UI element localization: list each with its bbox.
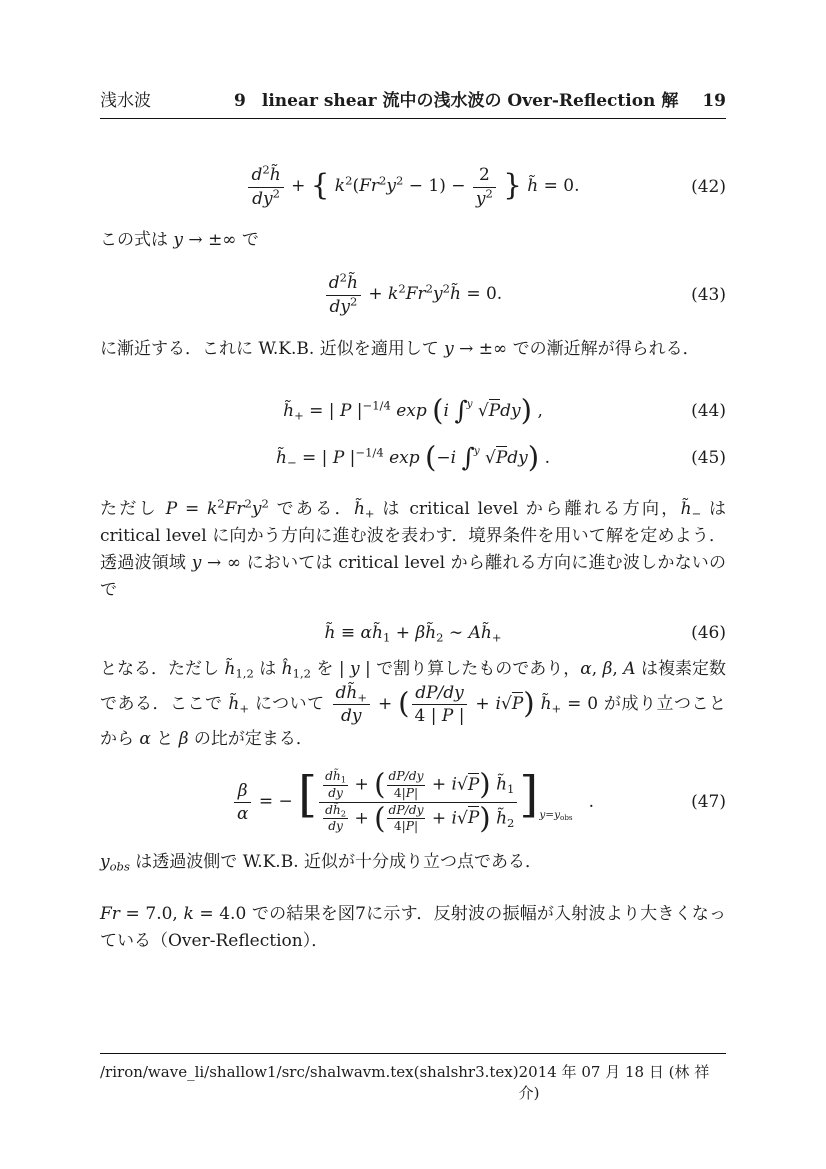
paragraph-yobs: $y_{obs}$ は透過波側で W.K.B. 近似が十分成り立つ点である．	[100, 852, 543, 874]
equation-45	[100, 437, 726, 479]
header-doc-title: 浅水波	[100, 91, 151, 111]
equation-45-number: (45)	[691, 448, 726, 468]
equation-43	[100, 267, 726, 323]
equation-46-number: (46)	[691, 623, 726, 643]
equation-47-number: (47)	[691, 792, 726, 813]
footer-file-path: /riron/wave_li/shallow1/src/shalwavm.tex(shalshr3.tex)	[100, 1063, 519, 1081]
running-header	[100, 0, 726, 119]
header-section-number: 9	[234, 91, 246, 111]
footer-date: 2014 年 07 月 18 日 (林 祥介)	[518, 1063, 710, 1102]
equation-42-number: (42)	[691, 177, 726, 197]
paragraph-alpha-beta: となる．ただし $h̃_{1,2}$ は $ĥ_{1,2}$ を | y | で割り算したものであり，α, β, A は複素定数である．ここで $h̃_+$ について $\frac{dh̃_+}{dy}$ + ( $\frac{dP/dy}{4 | P |}$ + i√P) $h̃_+ = 0$ が成り立つことから α と β の比が定まる．	[100, 659, 726, 750]
paragraph-wkb: に漸近する．これに W.K.B. 近似を適用して y → ±∞ での漸近解が得られる．	[100, 339, 700, 359]
equation-43-number: (43)	[691, 285, 726, 305]
equation-46	[100, 619, 726, 647]
equation-42-math: $\frac{d^2h̃}{dy^2}$ + { $k^2(Fr^2y^2 - 1)$ − $\frac{2}{y^2}$ } h̃ = 0.	[246, 165, 579, 208]
page-body	[100, 0, 726, 955]
equation-42	[100, 156, 726, 218]
equation-46-math: h̃ ≡ $\alpha h̃_1$ + $\beta h̃_2$ ∼ $Ah̃_+$	[324, 623, 502, 645]
paragraph-result: Fr = 7.0, k = 4.0 での結果を図7に示す．反射波の振幅が入射波より大きくなっている（Over-Reflection）．	[100, 904, 726, 952]
equation-43-math: $\frac{d^2h̃}{dy^2}$ + $k^2Fr^2y^2h̃ = 0$.	[324, 273, 502, 316]
equation-44-number: (44)	[691, 401, 726, 421]
header-page-number: 19	[702, 91, 726, 111]
equation-45-math: $h̃_-$ = | P $|^{-1/4}$ exp (−i ∫$^y$ √Pdy) .	[275, 440, 550, 475]
equation-44	[100, 390, 726, 432]
page-footer	[100, 1053, 726, 1103]
paragraph-critical-level: ただし $P = k^2Fr^2y^2$ である．$h̃_+$ は critical level から離れる方向，$h̃_-$ は critical level に向かう方向に進む波を表わす．境界条件を用いて解を定めよう．透過波領域 y → ∞ においては critical level から離れる方向に進む波しかないので	[100, 496, 727, 600]
equation-47	[100, 764, 726, 840]
header-section-title: linear shear 流中の浅水波の Over-Reflection 解	[261, 91, 679, 111]
paragraph-asymptotic-intro: この式は y → ±∞ で	[100, 230, 259, 250]
equation-47-math: $\frac{\beta}{\alpha}$ = − [ $\frac{dh̃_1}{dy}$ + ( $\frac{dP/dy}{4|P|}$ + i√P) $h̃_1$ $\frac{dh̃_2}{dy}$ + ( $\frac{dP/dy}{4|P|}$ + i√P) $h̃_2$ ]$_{y=y_{obs}}$.	[232, 770, 594, 834]
equation-44-math: $h̃_+$ = | P $|^{-1/4}$ exp (i ∫$^y$ √Pdy) ,	[283, 393, 543, 428]
